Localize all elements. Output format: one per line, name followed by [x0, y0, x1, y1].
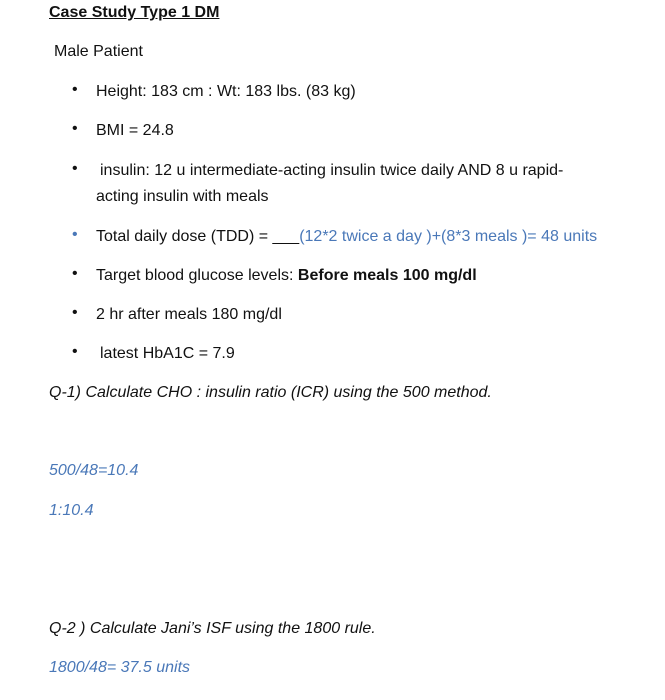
question-2: Q-2 ) Calculate Jani’s ISF using the 1800 rule. [49, 620, 376, 637]
insulin-item-line1: insulin: 12 u intermediate-acting insulin twice daily AND 8 u rapid- [100, 162, 564, 179]
bullet-dot: • [72, 120, 78, 137]
bullet-dot: • [72, 81, 78, 98]
bullet-dot: • [72, 160, 78, 177]
page-title: Case Study Type 1 DM [49, 4, 220, 21]
question-1: Q-1) Calculate CHO : insulin ratio (ICR) using the 500 method. [49, 384, 492, 401]
tdd-item [96, 228, 597, 246]
target-glucose-value: Before meals 100 mg/dl [297, 267, 477, 284]
target-glucose-label: Target blood glucose levels: [96, 267, 298, 284]
height-weight-item: Height: 183 cm : Wt: 183 lbs. (83 kg) [96, 83, 356, 100]
bullet-dot: • [72, 226, 78, 243]
post-meal-glucose-item: 2 hr after meals 180 mg/dl [96, 306, 282, 323]
answer-2: 1800/48= 37.5 units [49, 659, 191, 676]
target-glucose-item [96, 267, 477, 285]
bmi-item: BMI = 24.8 [96, 122, 174, 139]
patient-label: Male Patient [54, 43, 143, 60]
answer-1-calculation: 500/48=10.4 [49, 462, 139, 479]
bullet-dot: • [72, 304, 78, 321]
insulin-item-line2: acting insulin with meals [96, 188, 269, 205]
tdd-label: Total daily dose (TDD) = ___ [96, 228, 300, 245]
answer-1-ratio: 1:10.4 [49, 502, 94, 519]
bullet-dot: • [72, 343, 78, 360]
bullet-dot: • [72, 265, 78, 282]
tdd-answer: (12*2 twice a day )+(8*3 meals )= 48 units [299, 228, 598, 245]
hba1c-item: latest HbA1C = 7.9 [100, 345, 235, 362]
